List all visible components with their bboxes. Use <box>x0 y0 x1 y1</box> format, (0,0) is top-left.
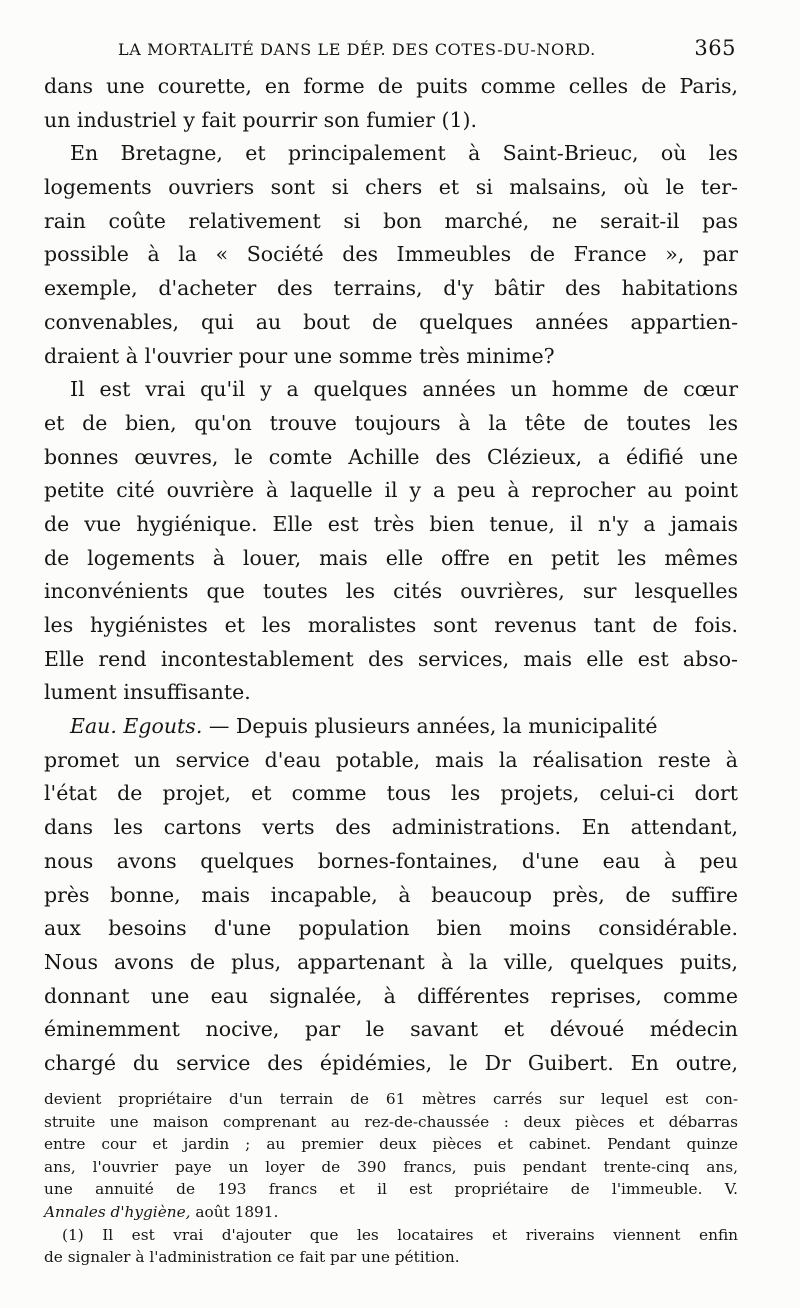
section-heading: Eau. Egouts. <box>70 714 203 739</box>
running-title: LA MORTALITÉ DANS LE DÉP. DES COTES-DU-NORD. <box>118 40 596 59</box>
text-line: l'état de projet, et comme tous les projets, celui-ci dort <box>44 781 738 806</box>
text-line: près bonne, mais incapable, à beaucoup près, de suffire <box>44 882 738 907</box>
footnote-line: de signaler à l'administration ce fait par une pétition. <box>44 1248 460 1267</box>
text-line: petite cité ouvrière à laquelle il y a peu à reprocher au point <box>44 478 738 503</box>
text-line: dans les cartons verts des administrations. En attendant, <box>44 815 738 840</box>
running-head <box>118 36 736 66</box>
text-line: Il est vrai qu'il y a quelques années un homme de cœur <box>70 377 738 402</box>
footnote-line: devient propriétaire d'un terrain de 61 mètres carrés sur lequel est con- <box>44 1090 738 1108</box>
text-line <box>44 710 738 744</box>
text-line: chargé du service des épidémies, le Dr Guibert. En outre, <box>44 1050 738 1075</box>
text-line: logements ouvriers sont si chers et si malsains, où le ter- <box>44 175 738 200</box>
text-line: de logements à louer, mais elle offre en petit les mêmes <box>44 545 738 570</box>
text-line: éminemment nocive, par le savant et dévoué médecin <box>44 1017 738 1042</box>
text-line: dans une courette, en forme de puits comme celles de Paris, <box>44 74 738 98</box>
text-line: et de bien, qu'on trouve toujours à la tête de toutes les <box>44 410 738 435</box>
footnote-line: struite une maison comprenant au rez-de-chaussée : deux pièces et débarras <box>44 1112 738 1131</box>
footnote-line: (1) Il est vrai d'ajouter que les locataires et riverains viennent enfin <box>62 1225 738 1244</box>
text-line: exemple, d'acheter des terrains, d'y bâtir des habitations <box>44 276 738 301</box>
footnotes <box>44 1088 738 1269</box>
footnote-line <box>44 1201 738 1224</box>
text-line: les hygiénistes et les moralistes sont revenus tant de fois. <box>44 613 738 637</box>
text-line: nous avons quelques bornes-fontaines, d'une eau à peu <box>44 848 738 873</box>
text-line: donnant une eau signalée, à différentes reprises, comme <box>44 983 738 1008</box>
text-fragment: — Depuis plusieurs années, la municipalité <box>202 714 658 739</box>
text-line: En Bretagne, et principalement à Saint-Brieuc, où les <box>70 141 738 166</box>
text-line: draient à l'ouvrier pour une somme très minime? <box>44 343 555 368</box>
journal-title: Annales d'hygiène, <box>44 1202 191 1221</box>
text-fragment: août 1891. <box>190 1202 279 1221</box>
text-line: inconvénients que toutes les cités ouvrières, sur lesquelles <box>44 579 738 604</box>
footnote-line: une annuité de 193 francs et il est propriétaire de l'immeuble. V. <box>44 1180 738 1199</box>
footnote-line: ans, l'ouvrier paye un loyer de 390 francs, puis pendant trente-cinq ans, <box>44 1157 738 1176</box>
text-line: un industriel y fait pourrir son fumier (1). <box>44 107 478 132</box>
text-line: possible à la « Société des Immeubles de France », par <box>44 242 738 267</box>
text-line: promet un service d'eau potable, mais la réalisation reste à <box>44 747 738 772</box>
body-text <box>44 70 738 1081</box>
text-line: rain coûte relativement si bon marché, ne serait-il pas <box>44 208 738 233</box>
text-line: de vue hygiénique. Elle est très bien tenue, il n'y a jamais <box>44 511 738 536</box>
page-number: 365 <box>694 36 736 60</box>
text-line: bonnes œuvres, le comte Achille des Clézieux, a édifié une <box>44 444 738 469</box>
footnote-line: entre cour et jardin ; au premier deux pièces et cabinet. Pendant quinze <box>44 1135 738 1154</box>
text-line: convenables, qui au bout de quelques années appartien- <box>44 309 738 334</box>
text-line: lument insuffisante. <box>44 680 251 705</box>
text-line: Nous avons de plus, appartenant à la ville, quelques puits, <box>44 949 738 974</box>
text-line: Elle rend incontestablement des services, mais elle est abso- <box>44 646 738 671</box>
text-line: aux besoins d'une population bien moins considérable. <box>44 916 738 941</box>
